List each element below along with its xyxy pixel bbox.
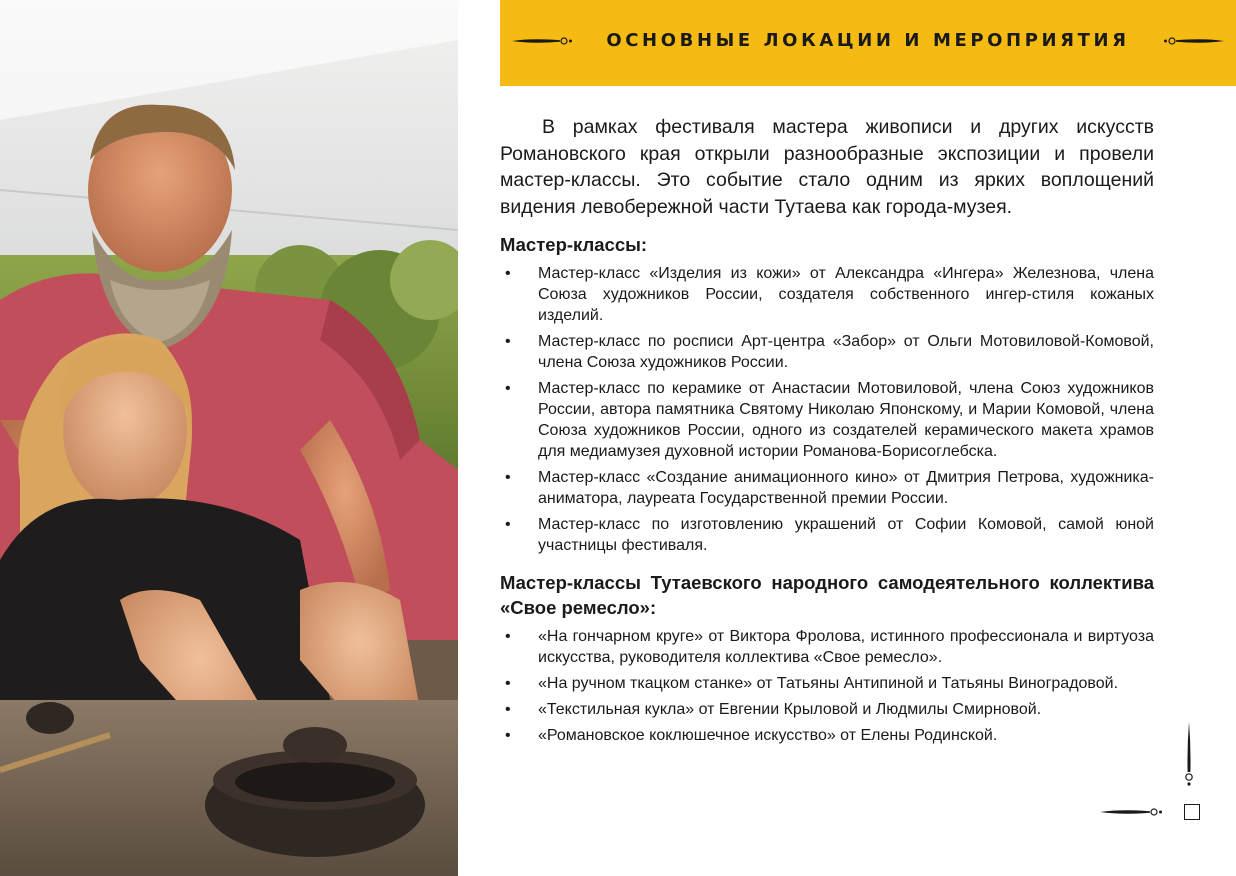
list-item <box>500 514 1154 556</box>
main-content <box>500 114 1154 751</box>
list-item-text: «Текстильная кукла» от Евгении Крыловой и Людмилы Смирновой. <box>538 701 1042 718</box>
photo-illustration <box>0 0 458 876</box>
bottom-flourish-icon <box>1100 806 1164 818</box>
section-heading-collective: Мастер-классы Тутаевского народного самодеятельного коллектива «Свое ремесло»: <box>500 572 1154 618</box>
bullet-icon: • <box>505 701 511 718</box>
list-item <box>500 673 1154 694</box>
list-item <box>500 378 1154 462</box>
bullet-icon: • <box>505 628 511 645</box>
page-title: ОСНОВНЫЕ ЛОКАЦИИ И МЕРОПРИЯТИЯ <box>606 30 1130 51</box>
master-classes-list <box>500 263 1154 556</box>
list-item-text: Мастер-класс по росписи Арт-центра «Забор» от Ольги Мотовиловой-Комовой, члена Союза художников России. <box>538 333 1154 371</box>
collective-classes-list <box>500 626 1154 746</box>
list-item <box>500 725 1154 746</box>
pottery-workshop-photo <box>0 0 458 876</box>
bullet-icon: • <box>505 265 511 282</box>
page-nav-button[interactable] <box>1184 804 1200 820</box>
bullet-icon: • <box>505 469 511 486</box>
vertical-flourish-icon <box>1182 722 1196 788</box>
section-heading-master-classes: Мастер-классы: <box>500 234 648 255</box>
list-item <box>500 467 1154 509</box>
header-band <box>500 0 1236 86</box>
list-item-text: Мастер-класс по керамике от Анастасии Мотовиловой, члена Союз художников России, автора памятника Святому Николаю Японскому, и Марии Комовой, члена Союза художников России, одного из создателей керамического макета храмов для медиамузея духовной истории Романова-Борисоглебска. <box>538 380 1154 460</box>
list-item-text: «На гончарном круге» от Виктора Фролова, истинного профессионала и виртуоза искусства, руководителя коллектива «Свое ремесло». <box>538 628 1154 666</box>
list-item-text: Мастер-класс «Создание анимационного кино» от Дмитрия Петрова, художника-аниматора, лауреата Государственной премии России. <box>538 469 1154 507</box>
list-item <box>500 263 1154 326</box>
flourish-right-icon <box>1162 35 1224 47</box>
list-item-text: «Романовское коклюшечное искусство» от Елены Родинской. <box>538 727 998 744</box>
list-item <box>500 699 1154 720</box>
intro-paragraph: В рамках фестиваля мастера живописи и других искусств Романовского края открыли разнообразные экспозиции и провели мастер-классы. Это событие стало одним из ярких воплощений видения левобережной части Тутаева как города-музея. <box>500 116 1154 218</box>
list-item-text: «На ручном ткацком станке» от Татьяны Антипиной и Татьяны Виноградовой. <box>538 675 1119 692</box>
list-item <box>500 626 1154 668</box>
bullet-icon: • <box>505 727 511 744</box>
list-item-text: Мастер-класс «Изделия из кожи» от Александра «Ингера» Железнова, члена Союза художников России, создателя собственного ингер-стиля кожаных изделий. <box>538 265 1154 324</box>
bullet-icon: • <box>505 675 511 692</box>
bullet-icon: • <box>505 516 511 533</box>
bullet-icon: • <box>505 380 511 397</box>
bullet-icon: • <box>505 333 511 350</box>
list-item-text: Мастер-класс по изготовлению украшений от Софии Комовой, самой юной участницы фестиваля. <box>538 516 1154 554</box>
list-item <box>500 331 1154 373</box>
